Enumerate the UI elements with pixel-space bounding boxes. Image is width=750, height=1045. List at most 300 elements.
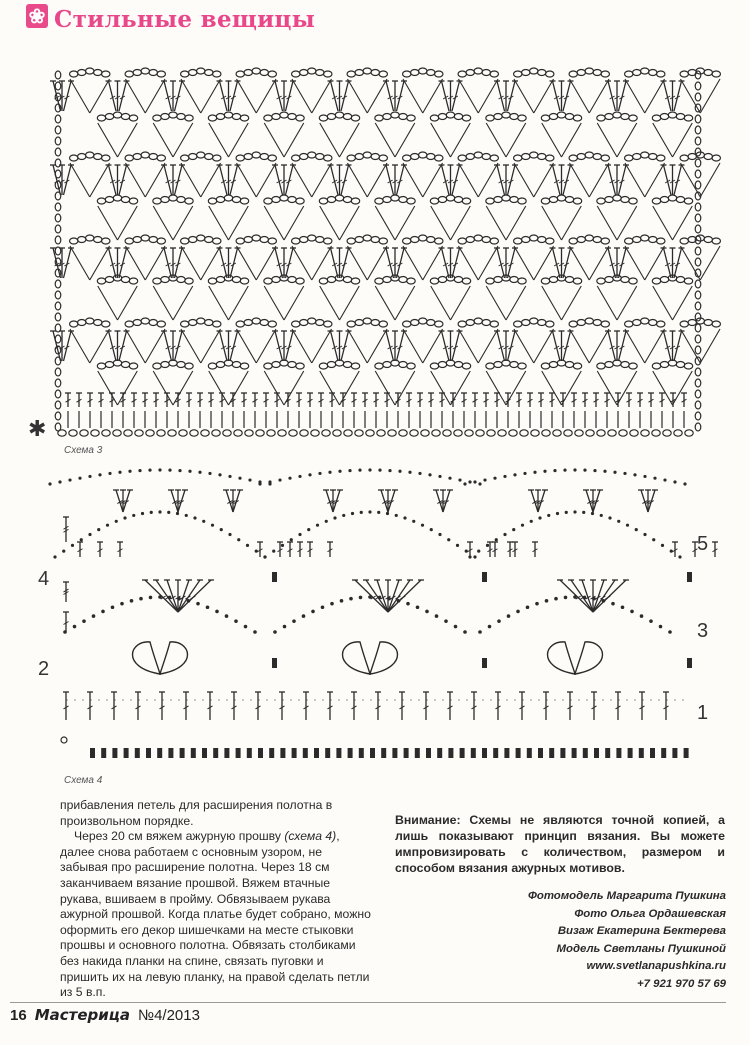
slip-line bbox=[98, 123, 118, 157]
chain-stitch bbox=[486, 115, 494, 121]
foundation-block bbox=[404, 748, 409, 758]
chain-dot bbox=[444, 619, 448, 623]
chain-dot bbox=[583, 469, 586, 472]
chain-stitch bbox=[695, 401, 701, 409]
chain-stitch bbox=[371, 320, 379, 326]
foundation-block bbox=[258, 748, 263, 758]
chain-dot bbox=[412, 520, 415, 523]
chain-stitch bbox=[498, 430, 506, 436]
slip-line bbox=[340, 286, 360, 320]
chain-stitch bbox=[541, 278, 549, 284]
chain-dot bbox=[573, 510, 576, 513]
chain-stitch bbox=[236, 71, 244, 77]
chain-stitch bbox=[712, 155, 720, 161]
chain-stitch bbox=[260, 154, 268, 160]
chain-stitch bbox=[371, 70, 379, 76]
chain-stitch bbox=[575, 430, 583, 436]
chain-dot bbox=[196, 602, 200, 606]
chain-stitch bbox=[652, 430, 660, 436]
chain-stitch bbox=[695, 82, 701, 90]
chain-stitch bbox=[146, 430, 154, 436]
chain-dot bbox=[592, 597, 596, 601]
chain-stitch bbox=[652, 115, 660, 121]
chain-dot bbox=[237, 538, 240, 541]
slip-line bbox=[118, 286, 138, 320]
chain-stitch bbox=[333, 430, 341, 436]
chain-stitch bbox=[695, 346, 701, 354]
chain-stitch bbox=[510, 197, 518, 203]
chain-dot bbox=[438, 475, 441, 478]
chain-stitch bbox=[161, 277, 169, 283]
chain-stitch bbox=[695, 214, 701, 222]
chain-dot bbox=[425, 610, 429, 614]
chain-stitch bbox=[549, 277, 557, 283]
chain-stitch bbox=[319, 363, 327, 369]
slip-line bbox=[320, 206, 340, 240]
chain-dot bbox=[512, 528, 515, 531]
chain-stitch bbox=[205, 237, 213, 243]
slip-line bbox=[562, 123, 582, 157]
chain-stitch bbox=[541, 115, 549, 121]
chain-stitch bbox=[97, 278, 105, 284]
chain-stitch bbox=[157, 155, 165, 161]
chain-dot bbox=[273, 630, 277, 634]
slip-line bbox=[173, 123, 193, 157]
foundation-block bbox=[493, 748, 498, 758]
chain-dot bbox=[635, 528, 638, 531]
slip-line bbox=[256, 246, 276, 280]
chain-stitch bbox=[86, 68, 94, 74]
chain-stitch bbox=[695, 225, 701, 233]
chain-stitch bbox=[399, 277, 407, 283]
slip-line bbox=[70, 163, 90, 197]
chain-stitch bbox=[531, 430, 539, 436]
chain-stitch bbox=[549, 114, 557, 120]
slip-line bbox=[617, 206, 637, 240]
chain-stitch bbox=[208, 198, 216, 204]
chain-stitch bbox=[300, 154, 308, 160]
chain-stitch bbox=[462, 278, 470, 284]
chain-dot bbox=[377, 511, 380, 514]
chain-stitch bbox=[680, 155, 688, 161]
chain-stitch bbox=[518, 198, 526, 204]
chain-stitch bbox=[375, 115, 383, 121]
chain-dot bbox=[640, 614, 644, 618]
chain-stitch bbox=[585, 235, 593, 241]
chain-stitch bbox=[125, 71, 133, 77]
chain-stitch bbox=[538, 154, 546, 160]
slip-line bbox=[403, 79, 423, 113]
chain-dot bbox=[283, 625, 287, 629]
chain-dot bbox=[82, 619, 86, 623]
chain-stitch bbox=[55, 291, 61, 299]
chain-stitch bbox=[668, 195, 676, 201]
chain-stitch bbox=[55, 148, 61, 156]
chain-stitch bbox=[296, 278, 304, 284]
chain-dot bbox=[591, 512, 594, 515]
slip-line bbox=[348, 79, 368, 113]
chain-stitch bbox=[78, 154, 86, 160]
chain-dot bbox=[493, 477, 496, 480]
chain-stitch bbox=[522, 237, 530, 243]
chain-stitch bbox=[240, 278, 248, 284]
chain-stitch bbox=[105, 197, 113, 203]
chain-dot bbox=[465, 550, 468, 553]
chain-stitch bbox=[244, 70, 252, 76]
stitch-bar bbox=[605, 596, 610, 599]
chain-stitch bbox=[660, 114, 668, 120]
chain-stitch bbox=[55, 214, 61, 222]
slip-line bbox=[700, 79, 720, 113]
double-crochet-stitch bbox=[64, 165, 72, 195]
slip-line bbox=[145, 79, 165, 113]
chain-stitch bbox=[680, 238, 688, 244]
chain-stitch bbox=[510, 362, 518, 368]
slip-line bbox=[486, 286, 506, 320]
chain-stitch bbox=[102, 430, 110, 436]
chain-stitch bbox=[633, 237, 641, 243]
foundation-block bbox=[415, 748, 420, 758]
chain-stitch bbox=[549, 197, 557, 203]
chain-stitch bbox=[205, 70, 213, 76]
slip-line bbox=[451, 286, 471, 320]
chain-stitch bbox=[121, 277, 129, 283]
chain-dot bbox=[253, 630, 257, 634]
chain-stitch bbox=[502, 112, 510, 118]
chain-dot bbox=[673, 480, 676, 483]
chain-stitch bbox=[185, 115, 193, 121]
slip-line bbox=[284, 286, 304, 320]
foundation-block bbox=[336, 748, 341, 758]
chain-stitch bbox=[553, 430, 561, 436]
chain-dot bbox=[547, 514, 550, 517]
chain-stitch bbox=[70, 321, 78, 327]
chain-dot bbox=[108, 472, 111, 475]
chain-stitch bbox=[335, 195, 343, 201]
chain-dot bbox=[255, 550, 258, 553]
slip-line bbox=[403, 163, 423, 197]
chain-stitch bbox=[363, 318, 371, 324]
chain-dot bbox=[556, 512, 559, 515]
chain-stitch bbox=[129, 363, 137, 369]
double-crochet-stitch bbox=[341, 165, 349, 195]
slip-line bbox=[118, 206, 138, 240]
chain-stitch bbox=[355, 237, 363, 243]
chain-stitch bbox=[601, 71, 609, 77]
foundation-block bbox=[639, 748, 644, 758]
double-crochet-stitch bbox=[64, 248, 72, 278]
slip-line bbox=[292, 163, 312, 197]
chain-stitch bbox=[674, 430, 682, 436]
chain-dot bbox=[158, 510, 161, 513]
chain-stitch bbox=[347, 71, 355, 77]
slip-line bbox=[181, 329, 201, 363]
slip-line bbox=[645, 79, 665, 113]
slip-line bbox=[403, 329, 423, 363]
chain-stitch bbox=[308, 68, 316, 74]
slip-line bbox=[645, 163, 665, 197]
chain-stitch bbox=[288, 362, 296, 368]
chain-stitch bbox=[70, 71, 78, 77]
chain-stitch bbox=[684, 278, 692, 284]
foundation-block bbox=[224, 748, 229, 758]
chain-stitch bbox=[375, 278, 383, 284]
slip-line bbox=[486, 123, 506, 157]
chain-stitch bbox=[236, 238, 244, 244]
chain-stitch bbox=[490, 155, 498, 161]
chain-dot bbox=[593, 469, 596, 472]
chain-dot bbox=[318, 472, 321, 475]
chain-dot bbox=[463, 482, 466, 485]
chain-stitch bbox=[244, 237, 252, 243]
foundation-block bbox=[583, 748, 588, 758]
chain-stitch bbox=[125, 321, 133, 327]
chain-stitch bbox=[514, 155, 522, 161]
chain-stitch bbox=[613, 195, 621, 201]
chain-stitch bbox=[177, 277, 185, 283]
chain-stitch bbox=[695, 137, 701, 145]
chain-dot bbox=[202, 520, 205, 523]
chain-dot bbox=[416, 605, 420, 609]
chain-stitch bbox=[213, 71, 221, 77]
chain-stitch bbox=[216, 277, 224, 283]
chain-stitch bbox=[482, 154, 490, 160]
chain-stitch bbox=[569, 155, 577, 161]
chain-dot bbox=[185, 514, 188, 517]
chain-stitch bbox=[605, 277, 613, 283]
chain-stitch bbox=[379, 71, 387, 77]
chain-stitch bbox=[375, 363, 383, 369]
chain-dot bbox=[613, 471, 616, 474]
chain-stitch bbox=[712, 238, 720, 244]
chain-stitch bbox=[121, 197, 129, 203]
chain-stitch bbox=[267, 430, 275, 436]
chain-stitch bbox=[234, 430, 242, 436]
chain-stitch bbox=[213, 321, 221, 327]
double-crochet-stitch bbox=[397, 165, 405, 195]
chain-stitch bbox=[319, 115, 327, 121]
chain-stitch bbox=[383, 362, 391, 368]
chain-stitch bbox=[55, 302, 61, 310]
chain-stitch bbox=[522, 154, 530, 160]
chain-stitch bbox=[549, 362, 557, 368]
chain-stitch bbox=[652, 278, 660, 284]
chain-dot bbox=[418, 472, 421, 475]
chain-stitch bbox=[482, 320, 490, 326]
chain-stitch bbox=[530, 68, 538, 74]
chain-dot bbox=[349, 597, 353, 601]
slip-line bbox=[201, 163, 221, 197]
chain-stitch bbox=[58, 430, 66, 436]
crochet-chart-3 bbox=[0, 55, 750, 455]
slip-line bbox=[375, 286, 395, 320]
double-crochet-stitch bbox=[230, 248, 238, 278]
foundation-block bbox=[359, 748, 364, 758]
chain-stitch bbox=[695, 423, 701, 431]
chain-stitch bbox=[652, 363, 660, 369]
chart-3-diagram bbox=[0, 55, 750, 455]
chain-dot bbox=[398, 470, 401, 473]
chain-stitch bbox=[564, 430, 572, 436]
chain-stitch bbox=[105, 277, 113, 283]
chain-stitch bbox=[308, 235, 316, 241]
chain-stitch bbox=[695, 258, 701, 266]
chain-stitch bbox=[427, 70, 435, 76]
chain-stitch bbox=[149, 320, 157, 326]
chain-dot bbox=[118, 471, 121, 474]
chain-stitch bbox=[141, 68, 149, 74]
foundation-block bbox=[101, 748, 106, 758]
chain-stitch bbox=[593, 320, 601, 326]
double-crochet-stitch bbox=[119, 165, 127, 195]
chain-stitch bbox=[383, 197, 391, 203]
chain-stitch bbox=[432, 430, 440, 436]
chain-stitch bbox=[157, 321, 165, 327]
chain-stitch bbox=[546, 321, 554, 327]
chain-stitch bbox=[102, 321, 110, 327]
credit-line: Фотомодель Маргарита Пушкина bbox=[527, 890, 726, 902]
chain-dot bbox=[626, 524, 629, 527]
chain-stitch bbox=[377, 430, 385, 436]
picot-block bbox=[272, 658, 277, 668]
chain-dot bbox=[503, 533, 506, 536]
chain-dot bbox=[139, 597, 143, 601]
chain-stitch bbox=[260, 237, 268, 243]
chain-stitch bbox=[197, 235, 205, 241]
chain-dot bbox=[458, 478, 461, 481]
slip-line bbox=[98, 286, 118, 320]
chain-stitch bbox=[695, 412, 701, 420]
slip-line bbox=[570, 163, 590, 197]
chain-stitch bbox=[133, 320, 141, 326]
website-link[interactable]: www.svetlanapushkina.ru bbox=[586, 960, 726, 973]
chain-stitch bbox=[430, 115, 438, 121]
chain-stitch bbox=[216, 362, 224, 368]
slip-line bbox=[459, 163, 479, 197]
chain-dot bbox=[468, 480, 471, 483]
slip-line bbox=[486, 206, 506, 240]
chain-dot bbox=[617, 520, 620, 523]
slip-line bbox=[700, 246, 720, 280]
foundation-block bbox=[303, 748, 308, 758]
double-crochet-stitch bbox=[508, 165, 516, 195]
double-crochet-stitch bbox=[175, 248, 183, 278]
chain-stitch bbox=[161, 362, 169, 368]
chain-stitch bbox=[704, 237, 712, 243]
stitch-bar bbox=[400, 596, 405, 599]
chain-stitch bbox=[712, 321, 720, 327]
chain-stitch bbox=[399, 197, 407, 203]
chain-stitch bbox=[652, 198, 660, 204]
chain-stitch bbox=[435, 155, 443, 161]
slip-line bbox=[562, 206, 582, 240]
chain-stitch bbox=[649, 154, 657, 160]
double-crochet-stitch bbox=[508, 331, 516, 361]
chain-stitch bbox=[633, 320, 641, 326]
chain-dot bbox=[298, 475, 301, 478]
chain-stitch bbox=[80, 430, 88, 436]
chain-stitch bbox=[300, 237, 308, 243]
chain-stitch bbox=[629, 278, 637, 284]
chain-dot bbox=[573, 595, 577, 599]
foundation-block bbox=[628, 748, 633, 758]
chain-stitch bbox=[446, 112, 454, 118]
chain-dot bbox=[130, 599, 134, 603]
chain-stitch bbox=[300, 430, 308, 436]
chain-stitch bbox=[509, 430, 517, 436]
chain-stitch bbox=[125, 238, 133, 244]
chain-stitch bbox=[113, 112, 121, 118]
chain-dot bbox=[98, 473, 101, 476]
chain-dot bbox=[530, 520, 533, 523]
chain-stitch bbox=[124, 430, 132, 436]
chain-stitch bbox=[347, 238, 355, 244]
slip-line bbox=[625, 79, 645, 113]
slip-line bbox=[201, 246, 221, 280]
chain-stitch bbox=[597, 198, 605, 204]
slip-line bbox=[118, 123, 138, 157]
chain-stitch bbox=[322, 430, 330, 436]
chain-dot bbox=[48, 482, 51, 485]
chain-stitch bbox=[573, 115, 581, 121]
credit-line: Фото Ольга Ордашевская bbox=[574, 907, 726, 920]
chain-dot bbox=[477, 550, 480, 553]
chain-stitch bbox=[256, 430, 264, 436]
chain-stitch bbox=[684, 115, 692, 121]
chain-dot bbox=[333, 516, 336, 519]
chain-stitch bbox=[630, 430, 638, 436]
row-number-3: 3 bbox=[697, 620, 709, 642]
chain-stitch bbox=[185, 363, 193, 369]
chain-dot bbox=[73, 625, 77, 629]
chain-stitch bbox=[657, 238, 665, 244]
chain-stitch bbox=[704, 154, 712, 160]
chain-stitch bbox=[55, 368, 61, 376]
slip-line bbox=[597, 286, 617, 320]
foundation-block bbox=[280, 748, 285, 758]
footer-divider bbox=[10, 1002, 726, 1003]
chain-stitch bbox=[197, 318, 205, 324]
chain-dot bbox=[583, 596, 587, 600]
double-crochet-stitch bbox=[563, 248, 571, 278]
chain-stitch bbox=[355, 320, 363, 326]
chain-stitch bbox=[474, 152, 482, 158]
chain-dot bbox=[403, 516, 406, 519]
chain-stitch bbox=[490, 71, 498, 77]
slip-line bbox=[340, 123, 360, 157]
chain-stitch bbox=[676, 114, 684, 120]
chain-dot bbox=[158, 468, 161, 471]
chain-stitch bbox=[676, 277, 684, 283]
chain-dot bbox=[545, 599, 549, 603]
slip-line bbox=[478, 163, 498, 197]
foundation-block bbox=[538, 748, 543, 758]
chain-stitch bbox=[232, 197, 240, 203]
slip-line bbox=[292, 329, 312, 363]
chain-stitch bbox=[316, 237, 324, 243]
double-crochet-stitch bbox=[563, 165, 571, 195]
chain-stitch bbox=[55, 82, 61, 90]
chain-stitch bbox=[695, 302, 701, 310]
foundation-block bbox=[560, 748, 565, 758]
slip-line bbox=[145, 329, 165, 363]
slip-line bbox=[542, 123, 562, 157]
slip-line bbox=[514, 79, 534, 113]
slip-line bbox=[312, 79, 332, 113]
chain-stitch bbox=[466, 70, 474, 76]
chain-stitch bbox=[324, 155, 332, 161]
chain-dot bbox=[643, 533, 646, 536]
